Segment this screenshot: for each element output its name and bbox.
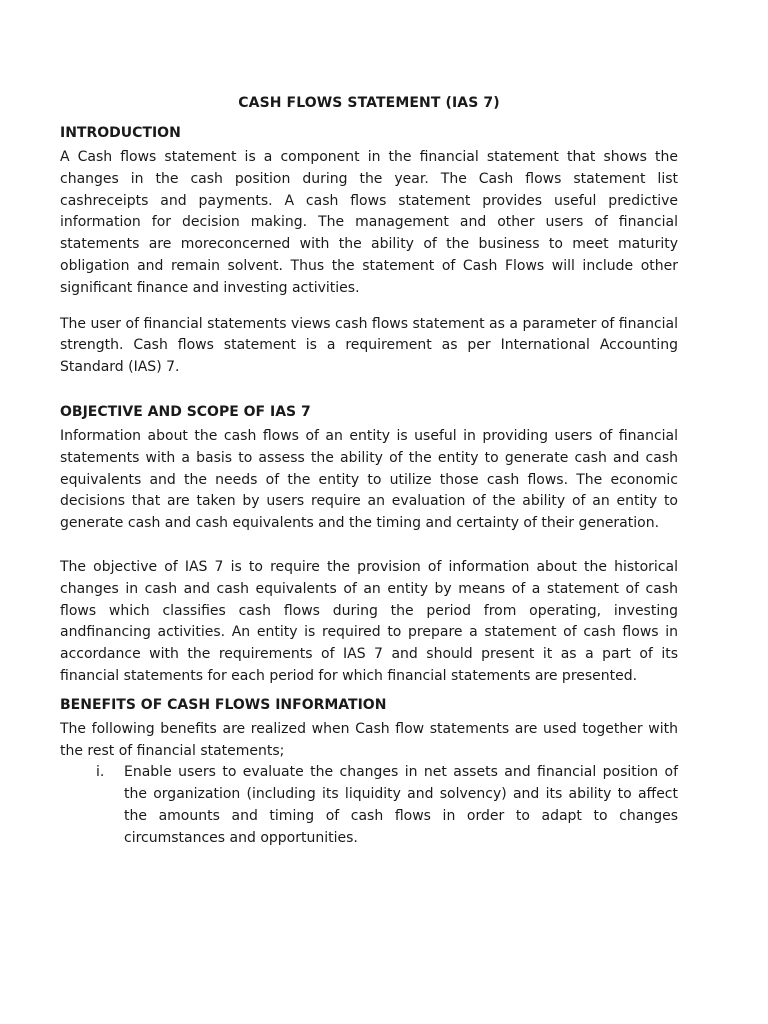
- list-item: [60, 762, 678, 849]
- document-title: CASH FLOWS STATEMENT (IAS 7): [238, 95, 500, 111]
- benefits-list: [60, 762, 678, 849]
- document-page: [60, 92, 678, 850]
- objective-paragraph-1: Information about the cash flows of an entity is useful in providing users of financial statements with a basis to assess the ability of the entity to generate cash and cash equivalents and the needs of the entity to utilize those cash flows. The economic decisions that are taken by users require an evaluation of the ability of an entity to generate cash and cash equivalents and the timing and certainty of their generation.: [60, 427, 678, 532]
- objective-heading: OBJECTIVE AND SCOPE OF IAS 7: [60, 403, 311, 420]
- objective-paragraph-2: The objective of IAS 7 is to require the provision of information about the historical changes in cash and cash equivalents of an entity by means of a statement of cash flows which classifies cash flows during the period from operating, investing andfinancing activities. An entity is required to prepare a statement of cash flows in accordance with the requirements of IAS 7 and should present it as a part of its financial statements for each period for which financial statements are presented.: [60, 558, 678, 684]
- introduction-heading: INTRODUCTION: [60, 125, 181, 141]
- list-item-text: Enable users to evaluate the changes in net assets and financial position of the organization (including its liquidity and solvency) and its ability to affect the amounts and timing of cash flows in order to adapt to changes circumstances and opportunities.: [124, 764, 678, 846]
- introduction-paragraph-2: The user of financial statements views cash flows statement as a parameter of financial strength. Cash flows statement is a requirement as per International Accounting Standard (IAS) 7.: [60, 315, 678, 376]
- benefits-intro: The following benefits are realized when Cash flow statements are used together with the rest of financial statements;: [60, 720, 678, 759]
- introduction-paragraph-1: A Cash flows statement is a component in the financial statement that shows the changes in the cash position during the year. The Cash flows statement list cashreceipts and payments. A cash flows statement provides useful predictive information for decision making. The management and other users of financial statements are moreconcerned with the ability of the business to meet maturity obligation and remain solvent. Thus the statement of Cash Flows will include other significant finance and investing activities.: [60, 149, 678, 296]
- benefits-heading: BENEFITS OF CASH FLOWS INFORMATION: [60, 696, 387, 713]
- list-marker: i.: [96, 764, 105, 781]
